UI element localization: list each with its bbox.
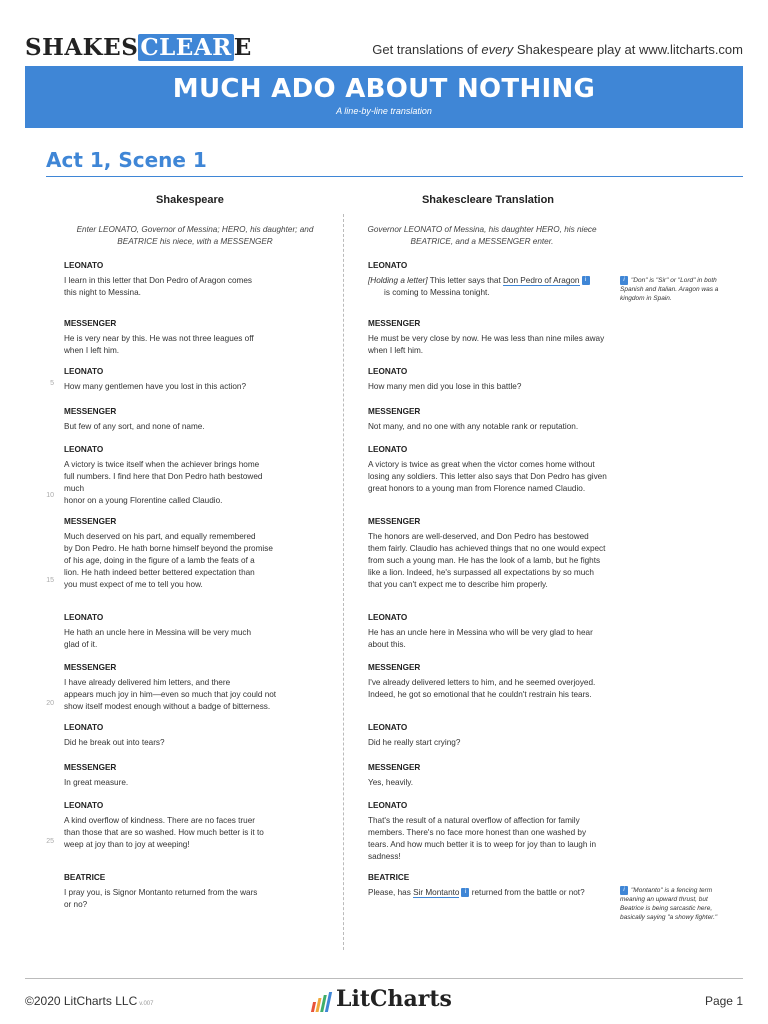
- speaker-name: BEATRICE: [368, 873, 410, 882]
- speaker-name: MESSENGER: [64, 407, 117, 416]
- litcharts-brand-text: LitCharts: [336, 986, 452, 1012]
- translation-text-part: Please, has: [368, 888, 414, 897]
- translation-speech: [368, 662, 608, 701]
- scene-title: Act 1, Scene 1: [46, 148, 207, 172]
- line-number: 5: [50, 380, 54, 387]
- version-text: v.007: [139, 1001, 154, 1007]
- translation-speech: [368, 762, 608, 789]
- note-marker-icon: i: [620, 276, 628, 285]
- translation-text: The honors are well-deserved, and Don Pedro has bestowed them fairly. Claudio has achieved things that no one would expect from such a young man. He has the look of a lamb, but he fights like a lion. Indeed, he's surpassed all expectations by so much that you can't expect me to describe him properly.: [368, 532, 608, 589]
- translation-text: He has an uncle here in Messina who will be very glad to hear about this.: [368, 628, 596, 649]
- speaker-name: LEONATO: [368, 613, 408, 622]
- speaker-name: LEONATO: [368, 801, 408, 810]
- translation-text: I've already delivered letters to him, and he seemed overjoyed. Indeed, he got so emotional that he couldn't restrain his tears.: [368, 678, 598, 699]
- speaker-name: LEONATO: [64, 261, 104, 270]
- speaker-name: MESSENGER: [368, 663, 421, 672]
- annotated-phrase[interactable]: Sir Montanto: [413, 888, 460, 897]
- original-text: In great measure.: [64, 778, 129, 787]
- translation-text-part: returned from the battle or not?: [469, 888, 585, 897]
- note-marker-icon[interactable]: i: [461, 888, 469, 897]
- line-number: 25: [46, 838, 54, 845]
- line-number: 20: [46, 700, 54, 707]
- original-text: Much deserved on his part, and equally remembered by Don Pedro. He hath borne himself beyond the promise of his age, doing in the figure of a lamb the feats of a lion. He hath indeed better bettered expectation than you must expect of me to tell you how.: [64, 532, 273, 589]
- shakescleare-logo[interactable]: [25, 34, 252, 61]
- translation-text: A victory is twice as great when the victor comes home without losing any soldiers. This letter also says that Don Pedro has given great honors to a young man from Florence named Claudio.: [368, 460, 610, 493]
- original-speech: [64, 366, 334, 393]
- speaker-name: LEONATO: [368, 367, 408, 376]
- side-note: [620, 886, 732, 922]
- speaker-name: MESSENGER: [64, 763, 117, 772]
- line-number: 10: [46, 492, 54, 499]
- note-marker-icon[interactable]: i: [582, 276, 590, 285]
- speaker-name: LEONATO: [64, 445, 104, 454]
- speaker-name: MESSENGER: [368, 763, 421, 772]
- original-text: But few of any sort, and none of name.: [64, 422, 205, 431]
- translation-text: [368, 275, 608, 299]
- translation-speech: [368, 406, 608, 433]
- stage-direction-translation: Governor LEONATO of Messina, his daughter HERO, his niece BEATRICE, and a MESSENGER enter.: [367, 225, 597, 246]
- translation-speech: [368, 366, 608, 393]
- logo-text-a: SHAKES: [25, 34, 139, 61]
- speaker-name: MESSENGER: [368, 319, 421, 328]
- original-text: I learn in this letter that Don Pedro of Aragon comes this night to Messina.: [64, 276, 252, 297]
- translation-text-part: This letter says that: [427, 276, 504, 285]
- speaker-name: MESSENGER: [368, 517, 421, 526]
- translation-speech: [368, 260, 608, 299]
- stage-direction-inline: [Holding a letter]: [368, 276, 428, 285]
- speaker-name: MESSENGER: [64, 517, 117, 526]
- original-text: How many gentlemen have you lost in this action?: [64, 382, 247, 391]
- translation-speech: [368, 800, 608, 863]
- footer-divider: [25, 978, 743, 979]
- translation-text: Yes, heavily.: [368, 778, 414, 787]
- footer-copyright: [25, 994, 153, 1008]
- speaker-name: LEONATO: [64, 367, 104, 376]
- side-note: [620, 276, 732, 303]
- translation-text-part: is coming to Messina tonight.: [384, 288, 490, 297]
- original-speech: [64, 800, 334, 851]
- copyright-text: ©2020 LitCharts LLC: [25, 994, 138, 1008]
- tagline-emphasis: every: [481, 42, 514, 57]
- speaker-name: LEONATO: [368, 445, 408, 454]
- speaker-name: LEONATO: [64, 801, 104, 810]
- translation-text: That's the result of a natural overflow of affection for family members. There's no face more honest than one washed by tears. And how much better it is to weep for joy than to laugh in sadness!: [368, 816, 599, 861]
- play-subtitle: A line-by-line translation: [336, 106, 432, 116]
- side-note-text: "Montanto" is a fencing term meaning an upward thrust, but Beatrice is being sarcastic here, basically saying "a showy fighter.": [620, 887, 718, 922]
- speaker-name: MESSENGER: [368, 407, 421, 416]
- translation-speech: [368, 444, 608, 495]
- stage-direction-original: Enter LEONATO, Governor of Messina; HERO, his daughter; and BEATRICE his niece, with a MESSENGER: [76, 225, 314, 246]
- speaker-name: LEONATO: [64, 723, 104, 732]
- page-number: Page 1: [704, 994, 743, 1008]
- original-text: I pray you, is Signor Montanto returned from the wars or no?: [64, 888, 258, 909]
- translation-speech: [368, 318, 608, 357]
- translation-text: How many men did you lose in this battle?: [368, 382, 522, 391]
- column-header-original: Shakespeare: [156, 194, 224, 206]
- play-title: MUCH ADO ABOUT NOTHING: [172, 74, 596, 104]
- speaker-name: MESSENGER: [64, 319, 117, 328]
- translation-text: Did he really start crying?: [368, 738, 461, 747]
- note-marker-icon: i: [620, 886, 628, 895]
- litcharts-logo[interactable]: [312, 986, 452, 1012]
- tagline-pre: Get translations of: [372, 42, 482, 57]
- side-note-text: "Don" is "Sir" or "Lord" in both Spanish and Italian. Aragon was a kingdom in Spain.: [620, 277, 719, 303]
- original-speech: [64, 722, 334, 749]
- original-speech: [64, 872, 334, 911]
- original-speech: [64, 662, 334, 713]
- original-speech: [64, 612, 334, 651]
- translation-text: He must be very close by now. He was less than nine miles away when I left him.: [368, 334, 607, 355]
- original-text: I have already delivered him letters, and there appears much joy in him—even so much that joy could not show itself modest enough without a badge of bitterness.: [64, 678, 277, 711]
- translation-text: Not many, and no one with any notable rank or reputation.: [368, 422, 579, 431]
- tagline-post: Shakespeare play at www.litcharts.com: [513, 42, 743, 57]
- line-number: 15: [46, 577, 54, 584]
- speaker-name: LEONATO: [64, 613, 104, 622]
- original-speech: [64, 260, 334, 299]
- speaker-name: BEATRICE: [64, 873, 106, 882]
- speaker-name: LEONATO: [368, 261, 408, 270]
- original-text: A victory is twice itself when the achiever brings home full numbers. I find here that Don Pedro hath bestowed much honor on a young Florentine called Claudio.: [64, 460, 263, 505]
- column-divider: [343, 214, 344, 950]
- translation-speech: [368, 612, 608, 651]
- original-text: A kind overflow of kindness. There are no faces truer than those that are so washed. How much better is it to weep at joy than to joy at weeping!: [64, 816, 264, 849]
- title-banner: [25, 66, 743, 128]
- original-speech: [64, 516, 334, 591]
- litcharts-bars-icon: [312, 992, 332, 1012]
- original-speech: [64, 444, 334, 507]
- translation-text: [368, 887, 608, 899]
- translation-speech: [368, 516, 608, 591]
- translation-speech: [368, 722, 608, 749]
- header-tagline[interactable]: [372, 42, 743, 57]
- original-text: He hath an uncle here in Messina will be very much glad of it.: [64, 628, 252, 649]
- original-speech: [64, 762, 334, 789]
- original-speech: [64, 406, 334, 433]
- original-speech: [64, 318, 334, 357]
- speaker-name: MESSENGER: [64, 663, 117, 672]
- translation-speech: [368, 872, 608, 899]
- scene-divider: [46, 176, 743, 177]
- column-header-translation: Shakescleare Translation: [421, 194, 555, 206]
- original-text: He is very near by this. He was not three leagues off when I left him.: [64, 334, 254, 355]
- annotated-phrase[interactable]: Don Pedro of Aragon: [503, 276, 580, 285]
- logo-text-c: E: [233, 34, 252, 61]
- speaker-name: LEONATO: [368, 723, 408, 732]
- page-header: [25, 34, 743, 64]
- logo-text-highlight: CLEAR: [140, 34, 232, 61]
- original-text: Did he break out into tears?: [64, 738, 165, 747]
